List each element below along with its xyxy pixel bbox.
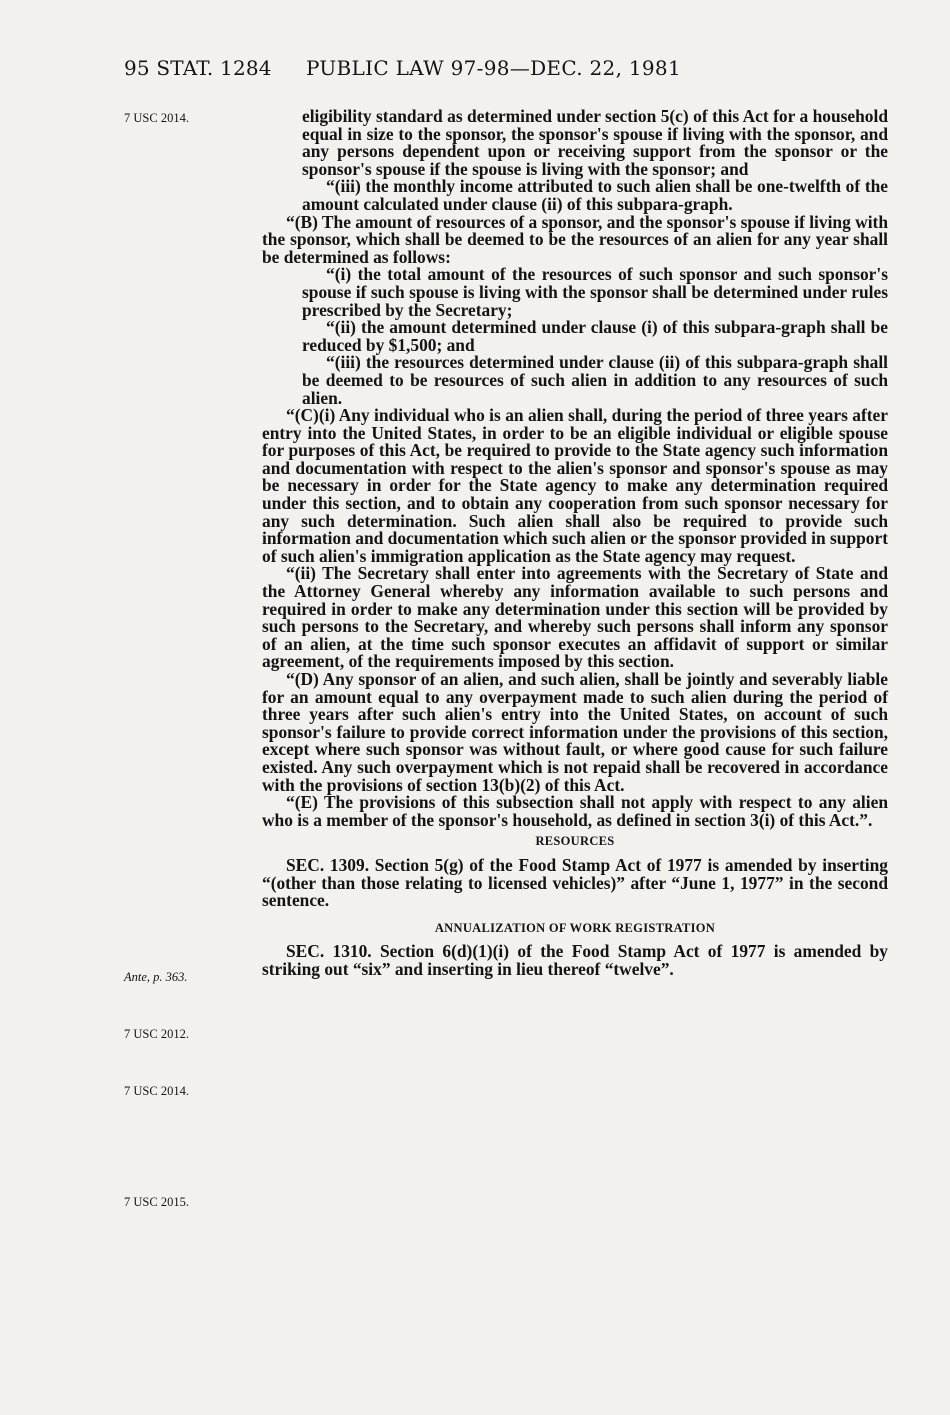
margin-note-usc-2014: 7 USC 2014. bbox=[124, 111, 189, 125]
paragraph: “(D) Any sponsor of an alien, and such alien, shall be jointly and severably liable for an amount equal to any overpayment made to such alien during the period of three years after such alien's entry into the United States, on account of such sponsor's failure to provide correct information under the provisions of this section, except where such sponsor was without fault, or where good cause for such failure existed. Any such overpayment which is not repaid shall be recovered in accordance with the provisions of section 13(b)(2) of this Act. bbox=[262, 669, 888, 795]
paragraph: “(iii) the monthly income attributed to such alien shall be one-twelfth of the amount calculated under clause (ii) of this subpara-graph. bbox=[302, 176, 888, 214]
section-heading-resources: RESOURCES bbox=[535, 834, 615, 849]
paragraph: eligibility standard as determined under section 5(c) of this Act for a household equal in size to the sponsor, the sponsor's spouse if living with the sponsor, and any persons dependent upon or receiving support from the sponsor or the sponsor's spouse if the spouse is living with the sponsor; and bbox=[302, 106, 888, 179]
section-1309: SEC. 1309. Section 5(g) of the Food Stamp Act of 1977 is amended by inserting “(other than those relating to licensed vehicles)” after “June 1, 1977” in the second sentence. bbox=[262, 854, 888, 911]
section-heading-annualization: ANNUALIZATION OF WORK REGISTRATION bbox=[434, 920, 716, 935]
margin-note-ante: Ante, p. 363. bbox=[124, 970, 188, 984]
section-1310: SEC. 1310. Section 6(d)(1)(i) of the Food Stamp Act of 1977 is amended by striking out “six” and inserting in lieu thereof “twelve”. bbox=[262, 941, 888, 979]
statute-body bbox=[262, 108, 888, 979]
margin-note-usc-2014-b: 7 USC 2014. bbox=[124, 1084, 189, 1098]
running-title: PUBLIC LAW 97-98—DEC. 22, 1981 bbox=[306, 56, 681, 80]
paragraph: “(E) The provisions of this subsection shall not apply with respect to any alien who is a member of the sponsor's household, as defined in section 3(i) of this Act.”. bbox=[262, 792, 888, 830]
paragraph: “(ii) the amount determined under clause (i) of this subpara-graph shall be reduced by $1,500; and bbox=[302, 317, 888, 355]
paragraph: “(C)(i) Any individual who is an alien shall, during the period of three years after entry into the United States, in order to be an eligible individual or eligible spouse for purposes of this Act, be required to provide to the State agency such information and documentation with respect to the alien's sponsor and sponsor's spouse as may be necessary in order for the State agency to make any determination required under this section, and to obtain any cooperation from such sponsor necessary for any such determination. Such alien shall also be required to provide such information and documentation which such alien or the sponsor provided in support of such alien's immigration application as the State agency may request. bbox=[262, 405, 888, 566]
paragraph: “(iii) the resources determined under clause (ii) of this subpara-graph shall be deemed to be resources of such alien in addition to any resources of such alien. bbox=[302, 352, 888, 408]
statute-page-number: 95 STAT. 1284 bbox=[124, 56, 272, 80]
margin-note-usc-2012: 7 USC 2012. bbox=[124, 1027, 189, 1041]
paragraph: “(i) the total amount of the resources of such sponsor and such sponsor's spouse if such spouse is living with the sponsor shall be determined under rules prescribed by the Secretary; bbox=[302, 264, 888, 320]
paragraph: “(ii) The Secretary shall enter into agreements with the Secretary of State and the Attorney General whereby any information available to such persons and required in order to make any determination under this section will be provided by such persons to the Secretary, and whereby such persons shall inform any sponsor of an alien, at the time such sponsor executes an affidavit of support or similar agreement, of the requirements imposed by this section. bbox=[262, 563, 888, 672]
margin-note-usc-2015: 7 USC 2015. bbox=[124, 1195, 189, 1209]
paragraph: “(B) The amount of resources of a sponsor, and the sponsor's spouse if living with the sponsor, which shall be deemed to be the resources of an alien for any year shall be determined as follows: bbox=[262, 211, 888, 267]
